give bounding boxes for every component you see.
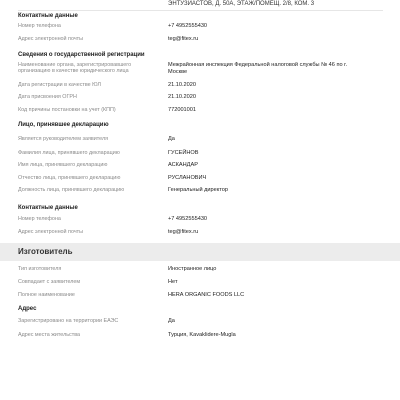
contacts-section-title: Контактные данные: [18, 205, 78, 211]
phone-row: [18, 216, 388, 227]
manufacturer-type-row: [18, 266, 388, 277]
full-name-row: [18, 292, 388, 303]
kpp-label: Код причины постановки на учет (КПП): [18, 107, 116, 113]
surname-label: Фамилия лица, принявшего декларацию: [18, 150, 120, 156]
matches-applicant-label: Совпадает с заявителем: [18, 279, 81, 285]
name-value: АСКАНДАР: [168, 162, 198, 168]
divider: [18, 10, 383, 11]
location-row: [18, 332, 388, 343]
ogrn-date-value: 21.10.2020: [168, 94, 196, 100]
email-row: [18, 229, 388, 240]
eaeu-value: Да: [168, 318, 175, 324]
eaeu-label: Зарегистрировано на территории ЕАЭС: [18, 318, 119, 324]
patronymic-value: РУСЛАНОВИЧ: [168, 175, 207, 181]
phone-value: +7 4952555430: [168, 23, 208, 29]
location-label: Адрес места жительства: [18, 332, 80, 338]
matches-applicant-value: Нет: [168, 279, 178, 285]
kpp-value: 772001001: [168, 107, 196, 113]
manufacturer-section-header: [0, 243, 400, 261]
reg-date-row: [18, 82, 388, 93]
reg-date-label: Дата регистрации в качестве ЮЛ: [18, 82, 101, 88]
position-label: Должность лица, принявшего декларацию: [18, 187, 125, 193]
is-head-row: [18, 136, 388, 147]
top-address-line: ЭНТУЗИАСТОВ, Д. 50А, ЭТАЖ/ПОМЕЩ. 2/8, КОМ. 3: [168, 1, 315, 7]
position-value: Генеральный директор: [168, 187, 228, 193]
authority-value: Межрайонная инспекция Федеральной налоговой службы № 46 по г. Москве: [168, 62, 348, 75]
ogrn-date-row: [18, 94, 388, 105]
phone-label: Номер телефона: [18, 216, 61, 222]
manufacturer-type-label: Тип изготовителя: [18, 266, 62, 272]
is-head-value: Да: [168, 136, 175, 142]
phone-label: Номер телефона: [18, 23, 61, 29]
email-row: [18, 36, 388, 47]
declarant-section-title: Лицо, принявшее декларацию: [18, 122, 109, 128]
name-row: [18, 162, 388, 173]
reg-date-value: 21.10.2020: [168, 82, 196, 88]
full-name-label: Полное наименование: [18, 292, 75, 298]
manufacturer-type-value: Иностранное лицо: [168, 266, 217, 272]
email-label: Адрес электронной почты: [18, 36, 84, 42]
ogrn-date-label: Дата присвоения ОГРН: [18, 94, 77, 100]
name-label: Имя лица, принявшего декларацию: [18, 162, 108, 168]
authority-row: [18, 62, 388, 78]
surname-row: [18, 150, 388, 161]
email-label: Адрес электронной почты: [18, 229, 84, 235]
is-head-label: Является руководителем заявителя: [18, 136, 109, 142]
position-row: [18, 187, 388, 198]
authority-label: Наименование органа, зарегистрировавшего организацию в качестве юридического лица: [18, 62, 132, 75]
email-value: teg@fitex.ru: [168, 36, 199, 42]
eaeu-row: [18, 318, 388, 329]
registration-section-title: Сведения о государственной регистрации: [18, 52, 145, 58]
address-section-title: Адрес: [18, 306, 37, 312]
full-name-value: HERA ORGANIC FOODS LLC: [168, 292, 245, 298]
matches-applicant-row: [18, 279, 388, 290]
phone-row: [18, 23, 388, 34]
patronymic-row: [18, 175, 388, 186]
phone-value: +7 4952555430: [168, 216, 208, 222]
location-value: Турция, Kavaklidere-Mugla: [168, 332, 236, 338]
kpp-row: [18, 107, 388, 118]
manufacturer-section-title: Изготовитель: [18, 247, 73, 256]
email-value: teg@fitex.ru: [168, 229, 199, 235]
patronymic-label: Отчество лица, принявшего декларацию: [18, 175, 121, 181]
surname-value: ГУСЕЙНОВ: [168, 150, 199, 156]
contacts-section-title: Контактные данные: [18, 13, 78, 19]
